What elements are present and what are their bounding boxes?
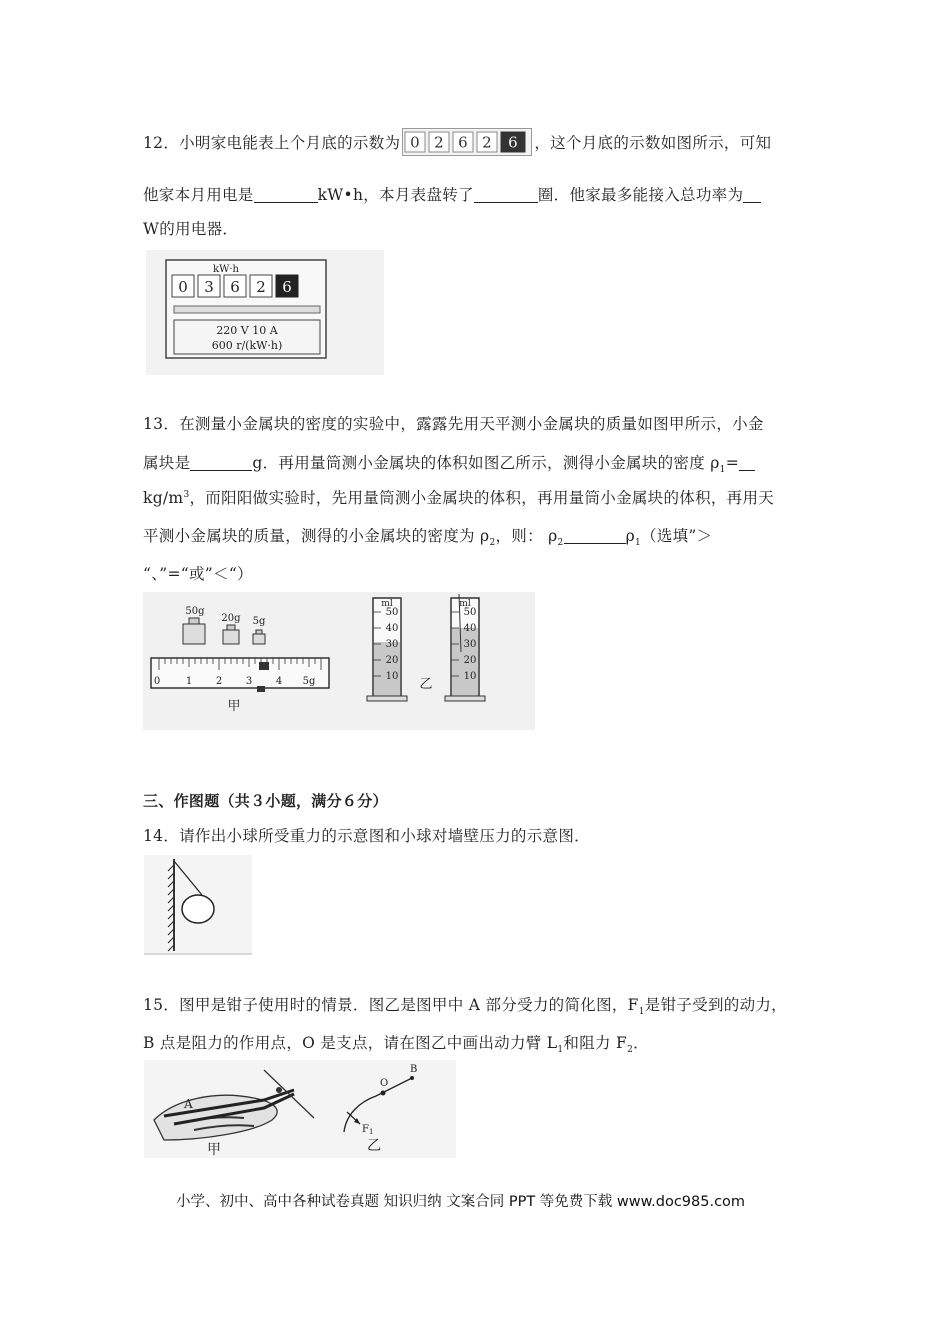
q13-line4-sub3: 1 — [634, 538, 642, 549]
q13-line1: 13．在测量小金属块的密度的实验中，露露先用天平测小金属块的质量如图甲所示，小金 — [143, 415, 764, 433]
q13-line3-sup: 3 — [183, 489, 190, 500]
cyl-mark: 30 — [463, 639, 477, 650]
meter-unit: kW·h — [213, 264, 239, 275]
cyl-mark: 50 — [463, 607, 477, 618]
footer-ad: 小学、初中、高中各种试卷真题 知识归纳 文案合同 PPT 等免费下载 www.doc985.com — [176, 1194, 746, 1210]
answer-blank[interactable] — [190, 454, 252, 471]
cylinder-1-water — [374, 642, 400, 697]
q15-line-1 — [143, 993, 787, 1017]
weight-20g — [223, 630, 239, 644]
scale-tick: 2 — [215, 676, 223, 687]
q14-line-1 — [143, 824, 590, 846]
q13-line-4 — [143, 524, 712, 548]
cyl-mark: 20 — [463, 655, 477, 666]
energy-meter-figure — [146, 250, 384, 375]
label-a: A — [184, 1097, 193, 1111]
weight-50g — [183, 624, 205, 644]
point-b — [410, 1076, 414, 1080]
prev-digit: 0 — [410, 133, 421, 152]
answer-blank[interactable] — [254, 186, 318, 203]
q13-line-3 — [143, 486, 774, 508]
meter-digit: 0 — [178, 278, 188, 296]
q12-text-b: ，这个月底的示数如图所示，可知 — [534, 134, 772, 152]
scale-tick: 0 — [153, 676, 161, 687]
cyl-mark: 20 — [385, 655, 399, 666]
q15-line2-c: ． — [633, 1034, 649, 1052]
q15-line1-a: 15．图甲是钳子使用时的情景．图乙是图甲中 A 部分受力的简化图，F — [143, 996, 639, 1014]
weight-5g — [253, 634, 265, 644]
prev-digit: 6 — [508, 133, 519, 152]
weight-label: 20g — [221, 613, 241, 624]
prev-digit: 6 — [458, 133, 469, 152]
q13-line-1 — [143, 412, 764, 434]
answer-blank[interactable] — [739, 454, 755, 471]
prev-digit: 2 — [434, 133, 445, 152]
q13-line4-b: ，则： ρ — [495, 527, 558, 545]
q13-line4-d: （选填”＞ — [641, 527, 713, 545]
pliers-figure — [144, 1060, 456, 1158]
label-o: O — [380, 1078, 389, 1089]
q13-line4-sub2: 2 — [557, 538, 564, 549]
pivot-o — [381, 1091, 386, 1096]
prev-digit: 2 — [482, 133, 493, 152]
answer-blank[interactable] — [743, 186, 761, 203]
section-3-heading: 三、作图题（共３小题，满分６分） — [143, 792, 388, 810]
q13-line4-sub: 2 — [489, 538, 496, 549]
label-b: B — [410, 1064, 418, 1075]
answer-blank[interactable] — [474, 186, 538, 203]
q15-line2-sub: 1 — [557, 1045, 564, 1056]
ball — [182, 895, 214, 923]
cyl-mark: 40 — [463, 623, 477, 634]
q14-text: 14．请作出小球所受重力的示意图和小球对墙壁压力的示意图． — [143, 827, 590, 845]
q13-line2-c: = — [725, 454, 739, 472]
cyl-mark: 40 — [385, 623, 399, 634]
q13-line2-a: 属块是 — [143, 454, 191, 472]
q13-line2-sub: 1 — [719, 465, 726, 476]
q15-line1-b: 是钳子受到的动力， — [644, 996, 787, 1014]
meter-digit: 2 — [256, 278, 266, 296]
q13-line2-b: g．再用量筒测小金属块的体积如图乙所示，测得小金属块的密度 ρ — [252, 454, 720, 472]
cyl-mark: 10 — [385, 671, 399, 682]
rider — [257, 686, 265, 692]
meter-spec-2: 600 r/(kW·h) — [211, 339, 283, 352]
q13-line3-a: kg/m — [143, 489, 184, 507]
weight-label: 50g — [185, 606, 205, 617]
scale-tick: 1 — [185, 676, 193, 687]
prev-meter-reading — [402, 128, 532, 160]
q13-line-5 — [143, 562, 253, 584]
q15-line-2 — [143, 1031, 649, 1055]
label-yi: 乙 — [419, 677, 433, 692]
scale-tick: 5g — [302, 676, 316, 687]
cyl-mark: 30 — [385, 639, 399, 650]
label-yi: 乙 — [367, 1138, 381, 1154]
meter-digit: 6 — [282, 278, 292, 296]
weight-label: 5g — [252, 616, 266, 627]
meter-spec-1: 220 V 10 A — [216, 324, 278, 337]
q13-line5: “、”=“或”＜“） — [143, 565, 253, 583]
q15-line2-a: B 点是阻力的作用点，O 是支点，请在图乙中画出动力臂 L — [143, 1034, 558, 1052]
cyl-unit: ml — [459, 599, 471, 609]
q12-line-3 — [143, 217, 238, 239]
scale-tick: 3 — [245, 676, 253, 687]
q13-line4-c: ρ — [625, 527, 635, 545]
q12-line2-a: 他家本月用电是 — [143, 186, 254, 204]
q15-line1-sub: 1 — [638, 1007, 645, 1018]
ball-wall-figure — [144, 855, 252, 955]
q15-line2-sub2: 2 — [627, 1045, 634, 1056]
q13-line4-a: 平测小金属块的质量，测得的小金属块的密度为 ρ — [143, 527, 490, 545]
balance-and-cylinder-figure — [143, 592, 535, 730]
meter-digit: 6 — [230, 278, 240, 296]
cyl-mark: 50 — [385, 607, 399, 618]
answer-blank[interactable] — [564, 527, 626, 544]
q13-line-2 — [143, 451, 755, 475]
cyl-mark: 10 — [463, 671, 477, 682]
q12-line-1 — [143, 128, 771, 160]
rider-top — [259, 662, 269, 670]
q12-line2-c: 圈．他家最多能接入总功率为 — [537, 186, 744, 204]
meter-digit: 3 — [204, 278, 214, 296]
label-jia: 甲 — [207, 1142, 221, 1158]
cyl-unit: ml — [381, 599, 393, 609]
q12-line2-b: kW•h，本月表盘转了 — [317, 186, 474, 204]
label-jia: 甲 — [227, 699, 241, 714]
q12-line-2 — [143, 183, 761, 205]
label-f1: $F_1$ — [362, 1124, 374, 1136]
q13-line3-b: ，而阳阳做实验时，先用量筒测小金属块的体积，再用量筒小金属块的体积，再用天 — [189, 489, 775, 507]
scale-tick: 4 — [275, 676, 283, 687]
q12-line3: W的用电器． — [143, 220, 239, 238]
q12-text-a: 12．小明家电能表上个月底的示数为 — [143, 134, 401, 152]
q15-line2-b: 和阻力 F — [563, 1034, 628, 1052]
